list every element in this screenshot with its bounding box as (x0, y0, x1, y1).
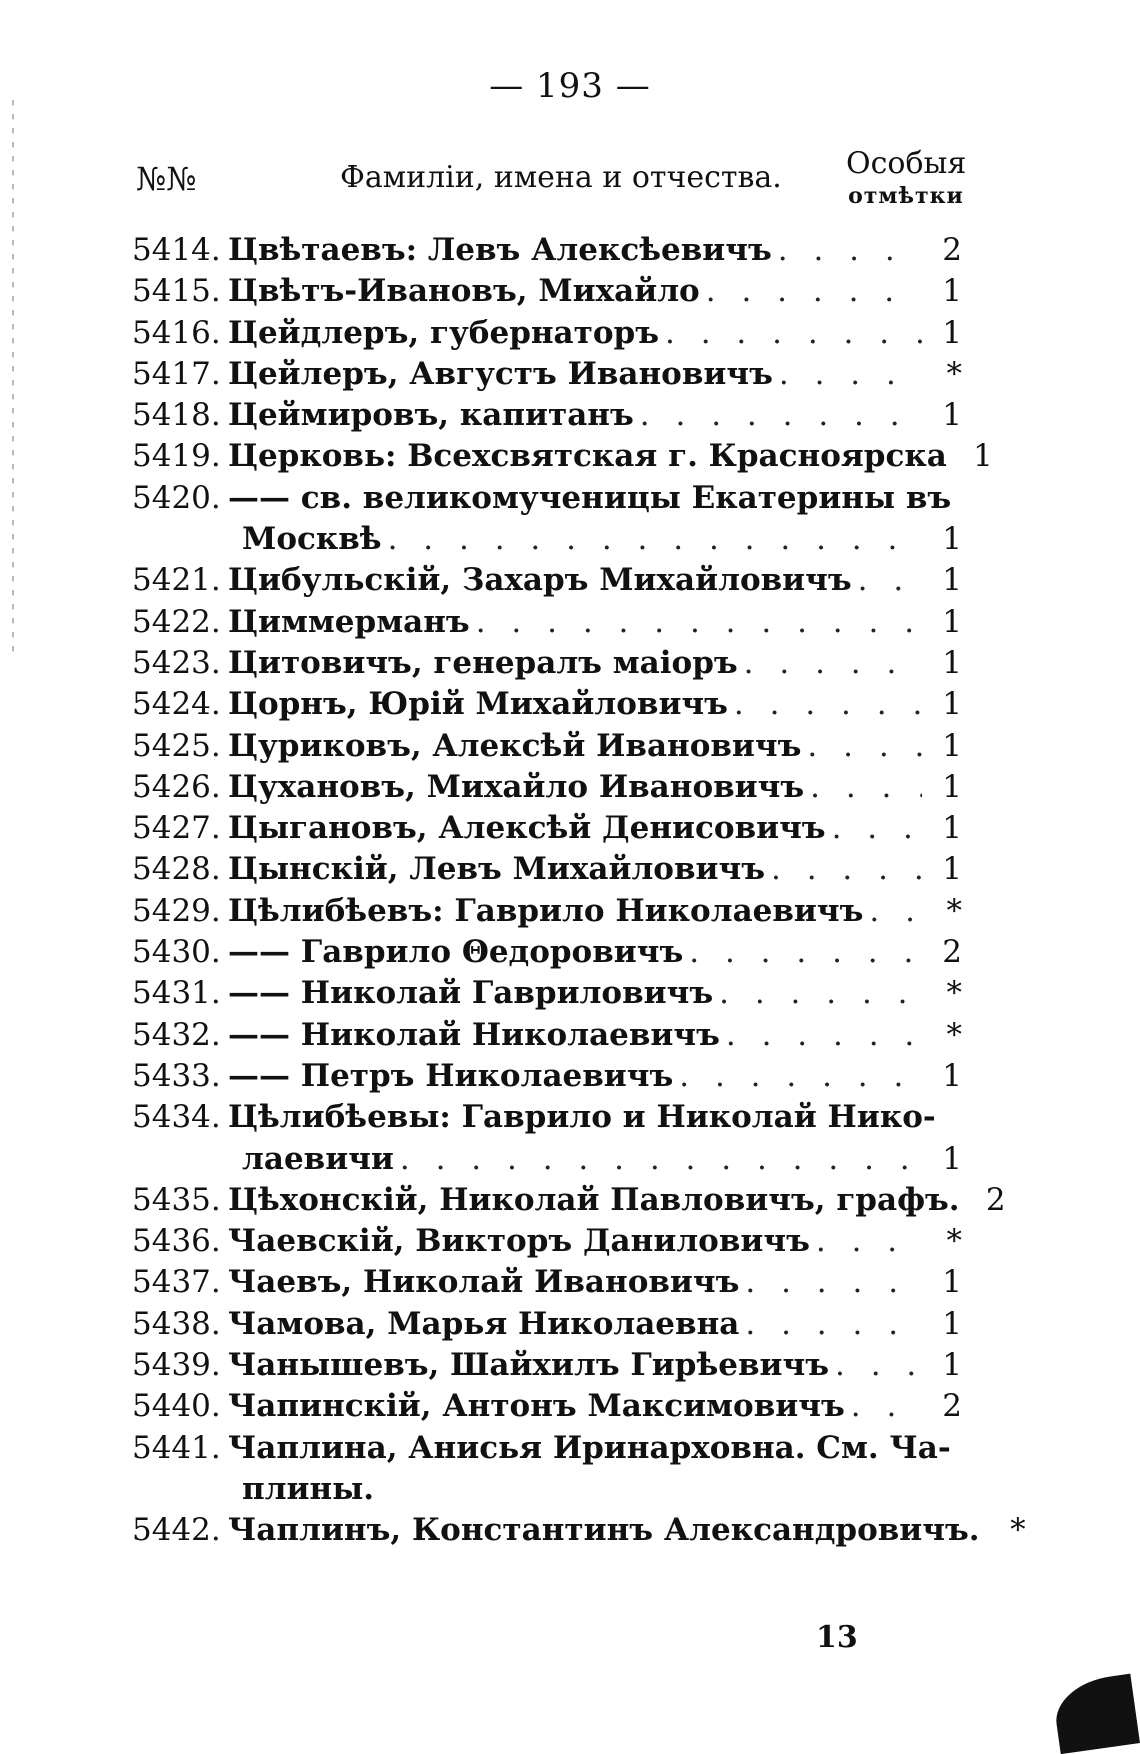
entry-number: 5422. (132, 603, 221, 640)
entry-name: Цвѣтаевъ: Левъ Алексѣевичъ (228, 232, 772, 268)
list-item (132, 1097, 962, 1138)
entry-number: 5419. (132, 438, 221, 475)
dot-leader (726, 1015, 922, 1056)
entry-mark: 1 (942, 521, 962, 558)
entry-name: —— Гаврило Θедоровичъ (228, 934, 684, 971)
dot-leader (476, 602, 922, 643)
entry-number: 5421. (132, 562, 221, 599)
entry-mark: 1 (942, 644, 962, 681)
entry-number: 5436. (132, 1223, 221, 1260)
list-item (132, 395, 962, 436)
entry-mark: 1 (942, 686, 962, 723)
dot-leader (835, 1345, 922, 1386)
list-item (132, 313, 962, 354)
entry-mark: 1 (942, 1305, 962, 1342)
entry-number: 5442. (132, 1512, 221, 1549)
entry-name: Цѣлибѣевы: Гаврило и Николай Нико- (228, 1099, 936, 1136)
entry-name: Цухановъ, Михайло Ивановичъ (228, 768, 805, 805)
list-item (132, 230, 962, 271)
entry-name: лаевичи (242, 1140, 394, 1177)
list-item (132, 808, 962, 849)
entry-number: 5424. (132, 686, 221, 723)
list-item (132, 1428, 962, 1469)
scan-edge-artifact (12, 100, 14, 660)
list-item (132, 1139, 962, 1180)
entry-mark: 2 (985, 1181, 1006, 1218)
entry-mark: 2 (942, 1388, 962, 1425)
dot-leader (400, 1139, 922, 1180)
entry-name: Чанышевъ, Шайхилъ Гирѣевичъ (228, 1347, 829, 1384)
dot-leader (719, 973, 922, 1014)
entry-number: 5415. (132, 273, 221, 310)
list-item (132, 643, 962, 684)
list-item (132, 478, 962, 519)
entry-number: 5416. (132, 314, 221, 351)
list-item (132, 684, 962, 725)
entry-number: 5429. (132, 892, 221, 929)
column-header-notes-line1: Особыя (846, 146, 967, 181)
list-item (132, 1180, 1006, 1221)
dot-leader (689, 932, 922, 973)
entry-name: Цитовичъ, генералъ маіоръ (228, 644, 738, 681)
entry-number: 5427. (132, 810, 221, 847)
entry-mark: 1 (973, 438, 993, 475)
entry-name: Цибульскій, Захаръ Михайловичъ (228, 562, 852, 599)
entry-number: 5420. (132, 479, 221, 516)
list-item (132, 1386, 962, 1427)
entry-number: 5433. (132, 1057, 221, 1094)
entry-mark: 1 (942, 1264, 962, 1301)
entry-mark: * (946, 892, 962, 929)
entry-name: Цѣлибѣевъ: Гаврило Николаевичъ (228, 892, 864, 929)
list-item (132, 973, 962, 1014)
dot-leader (869, 891, 922, 932)
entry-mark: 1 (942, 768, 962, 805)
entry-name: Церковь: Всехсвятская г. Красноярска (228, 438, 947, 475)
list-item (132, 1304, 962, 1345)
entry-number: 5430. (132, 934, 221, 971)
entry-mark: 1 (942, 1140, 962, 1177)
list-item (132, 932, 962, 973)
entry-number: 5440. (132, 1388, 221, 1425)
entry-number: 5414. (132, 232, 221, 268)
entry-number: 5441. (132, 1429, 221, 1466)
entry-name: —— Николай Гавриловичъ (228, 975, 714, 1012)
entry-name: Чаплинъ, Константинъ Александровичъ. (228, 1512, 980, 1549)
dot-leader (858, 560, 922, 601)
signature-mark: 13 (816, 1620, 858, 1655)
entry-name: Чаевъ, Николай Ивановичъ (228, 1264, 740, 1301)
entry-name: Чаплина, Анисья Иринарховна. См. Ча- (228, 1429, 951, 1466)
entry-number: 5417. (132, 355, 221, 392)
dot-leader (734, 684, 922, 725)
entry-mark: 1 (942, 314, 962, 351)
column-header-notes (846, 148, 966, 212)
list-item (132, 726, 962, 767)
dot-leader (807, 726, 922, 767)
entry-name: —— Петръ Николаевичъ (228, 1057, 674, 1094)
dot-leader (665, 313, 922, 354)
entry-name: Цвѣтъ-Ивановъ, Михайло (228, 273, 700, 310)
entry-name: плины. (242, 1470, 375, 1507)
dot-leader (771, 849, 922, 890)
entry-name: Чамова, Марья Николаевна (228, 1305, 740, 1342)
page-number: — 193 — (489, 66, 651, 106)
column-header-names: Фамиліи, имена и отчества. (340, 160, 782, 195)
dot-leader (388, 519, 922, 560)
entry-name: Чапинскій, Антонъ Максимовичъ (228, 1388, 845, 1425)
dot-leader (816, 1221, 922, 1262)
list-item (132, 436, 993, 477)
entry-number: 5418. (132, 397, 221, 434)
ink-blot (1051, 1674, 1140, 1754)
entry-name: Цуриковъ, Алексѣй Ивановичъ (228, 727, 802, 764)
entry-number: 5435. (132, 1181, 221, 1218)
entry-mark: 1 (942, 727, 962, 764)
list-item (132, 767, 962, 808)
entry-mark: * (946, 975, 962, 1012)
list-item (132, 354, 962, 395)
list-item (132, 1510, 1026, 1551)
dot-leader (679, 1056, 922, 1097)
entry-mark: 1 (942, 603, 962, 640)
entry-mark: 1 (942, 273, 962, 310)
entry-mark: 1 (942, 562, 962, 599)
entry-mark: 1 (942, 1347, 962, 1384)
entry-number: 5437. (132, 1264, 221, 1301)
entry-number: 5432. (132, 1016, 221, 1053)
entry-mark: * (946, 1223, 962, 1260)
entry-name: Циммерманъ (228, 603, 470, 640)
list-item (132, 1056, 962, 1097)
entry-name: —— св. великомученицы Екатерины въ (228, 479, 952, 516)
entry-name: Цорнъ, Юрій Михайловичъ (228, 686, 728, 723)
entry-mark: 1 (942, 1057, 962, 1094)
list-item (132, 1469, 962, 1510)
dot-leader (778, 230, 922, 271)
list-item (132, 1262, 962, 1303)
list-item (132, 602, 962, 643)
list-item (132, 519, 962, 560)
entry-name: Цыгановъ, Алексѣй Денисовичъ (228, 810, 826, 847)
dot-leader (745, 1262, 922, 1303)
entry-number: 5431. (132, 975, 221, 1012)
dot-leader (779, 354, 922, 395)
entry-mark: * (946, 355, 962, 392)
entry-name: Цеймировъ, капитанъ (228, 397, 634, 434)
entry-mark: 1 (942, 851, 962, 888)
column-header-notes-line2: отмѣтки (848, 183, 964, 209)
entry-name: Цейлеръ, Августъ Ивановичъ (228, 355, 773, 392)
dot-leader (851, 1386, 922, 1427)
dot-leader (640, 395, 922, 436)
entry-number: 5434. (132, 1099, 221, 1136)
entry-list (132, 230, 1026, 1552)
entry-name: Цынскій, Левъ Михайловичъ (228, 851, 765, 888)
entry-mark: * (946, 1016, 962, 1053)
entry-name: Цѣхонскій, Николай Павловичъ, графъ. (228, 1181, 960, 1218)
entry-name: Цейдлеръ, губернаторъ (228, 314, 659, 351)
list-item (132, 560, 962, 601)
dot-leader (832, 808, 922, 849)
entry-name: Москвѣ (242, 521, 382, 558)
list-item (132, 891, 962, 932)
entry-number: 5438. (132, 1305, 221, 1342)
entry-number: 5428. (132, 851, 221, 888)
entry-number: 5425. (132, 727, 221, 764)
list-item (132, 1345, 962, 1386)
entry-name: Чаевскій, Викторъ Даниловичъ (228, 1223, 810, 1260)
entry-number: 5423. (132, 644, 221, 681)
list-item (132, 271, 962, 312)
list-item (132, 849, 962, 890)
dot-leader (745, 1304, 922, 1345)
list-item (132, 1015, 962, 1056)
entry-mark: 2 (942, 934, 962, 971)
list-item (132, 1221, 962, 1262)
dot-leader (706, 271, 922, 312)
dot-leader (810, 767, 922, 808)
entry-number: 5426. (132, 768, 221, 805)
column-header-number: №№ (136, 160, 197, 198)
entry-name: —— Николай Николаевичъ (228, 1016, 720, 1053)
entry-mark: 1 (942, 397, 962, 434)
dot-leader (744, 643, 922, 684)
entry-mark: 1 (942, 810, 962, 847)
entry-mark: * (1010, 1512, 1026, 1549)
entry-number: 5439. (132, 1347, 221, 1384)
entry-mark: 2 (942, 232, 962, 268)
